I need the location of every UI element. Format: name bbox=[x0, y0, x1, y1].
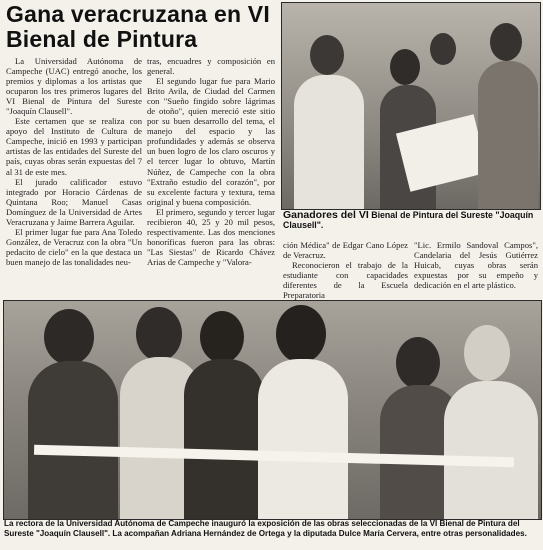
headline: Gana veracruzana en VI Bienal de Pintura bbox=[6, 1, 270, 52]
paragraph: tras, encuadres y composición en general. bbox=[147, 56, 275, 77]
paragraph: ción Médica" de Edgar Cano López de Veracruz. bbox=[283, 240, 408, 261]
photo-caption-bottom: La rectora de la Universidad Autónoma de Campeche inauguró la exposición de las obras seleccionadas de la VI Bienal de Pintura del Sureste "Joaquín Clausell". La acompañan Adriana Hernández de Ortega y la diputada Dulce María Cervera, entre otras personalidades. bbox=[4, 519, 527, 538]
photo-caption-top bbox=[283, 210, 538, 230]
caption-lead: Ganadores del VI bbox=[283, 209, 369, 221]
article-column-4 bbox=[414, 240, 538, 290]
paragraph: "Lic. Ermilo Sandoval Campos", Candelaria del Jesús Gutiérrez Huicab, cuyas obras serán expuestas por su empeño y dedicación en el arte plástico. bbox=[414, 240, 538, 291]
article-column-3 bbox=[283, 240, 408, 300]
paragraph: Este certamen que se realiza con apoyo del Instituto de Cultura de Campeche, inició en 1993 y participan artistas de las entidades del Sureste del país, cuyas obras serán expuestas del 7 al 31 de este mes. bbox=[6, 116, 142, 177]
paragraph: El jurado calificador estuvo integrado por Horacio Cárdenas de Quintana Roo; Manuel Casas Domínguez de la Universidad de Artes Veracruzana y Jaime Barrera Aguilar. bbox=[6, 176, 142, 227]
caption-text: Bienal de Pintura del Sureste "Joaquín Clausell". bbox=[283, 210, 534, 230]
paragraph: El segundo lugar fue para Mario Brito Avila, de Ciudad del Carmen con "Sueño fingido sobre lágrimas de otoño", quien mereció este sitio por su buen desarrollo del tema, el manejo del espacio y las profundidades y además se observa un buen logro de los claro oscuros y el tercer lugar lo obtuvo, Martín Núñez, de Campeche con la obra "Extraño estudio del corazón", por su excelente factura y textura, tema original y buena composición. bbox=[147, 76, 275, 207]
winners-photo bbox=[281, 2, 541, 210]
paragraph: El primer lugar fue para Ana Toledo González, de Veracruz con la obra "Un pedacito de cielo" en la que destaca un buen manejo de las tonalidades neu- bbox=[6, 226, 142, 267]
article-column-1 bbox=[6, 56, 142, 267]
ribbon-cutting-photo bbox=[3, 300, 542, 520]
paragraph: El primero, segundo y tercer lugar recibieron 40, 25 y 20 mil pesos, respectivamente. Las dos menciones honoríficas fueron para las obras: "Las Siestas" de Ricardo Chávez Arias de Campeche y "Valora- bbox=[147, 206, 275, 267]
paragraph: Reconocieron el trabajo de la estudiante con capacidades diferentes de la Escuela Preparatoria bbox=[283, 260, 408, 301]
paragraph: La Universidad Autónoma de Campeche (UAC) entregó anoche, los premios y diplomas a los artistas que ocuparon los tres primeros lugares del VI Bienal de Pintura del Sureste "Joaquín Clausell". bbox=[6, 56, 142, 117]
article-column-2 bbox=[147, 56, 275, 267]
